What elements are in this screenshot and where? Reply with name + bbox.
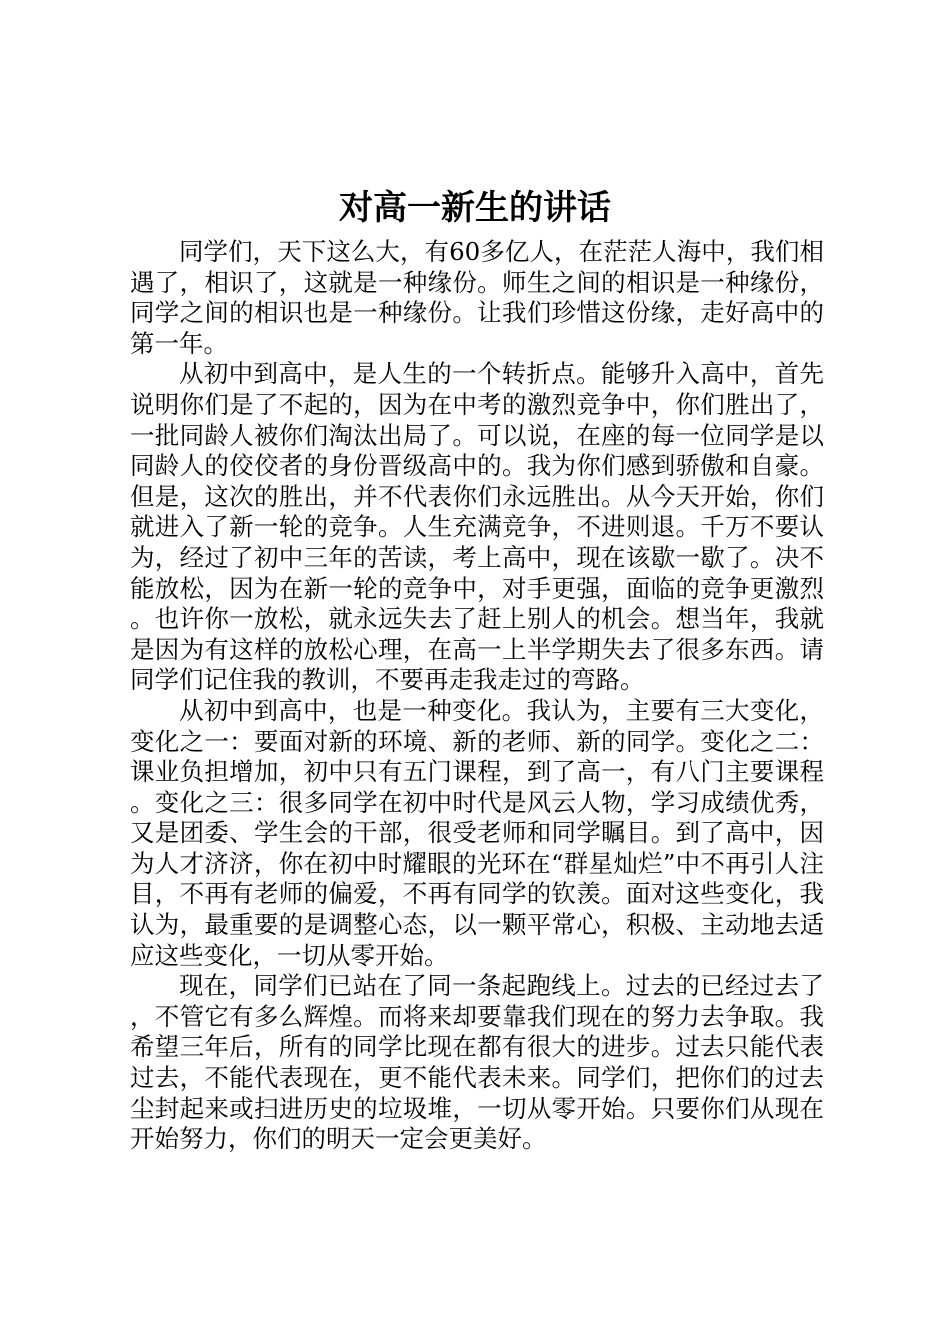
- document-title: 对高一新生的讲话: [339, 188, 611, 228]
- paragraph-2: 从初中到高中，是人生的一个转折点。能够升入高中，首先说明你们是了不起的，因为在中考的激烈竞争中，你们胜出了，一批同龄人被你们淘汰出局了。可以说，在座的每一位同学是以同龄人的佼佼者的身份晋级高中的。我为你们感到骄傲和自豪。但是，这次的胜出，并不代表你们永远胜出。从今天开始，你们就进入了新一轮的竞争。人生充满竞争，不进则退。千万不要认为，经过了初中三年的苦读，考上高中，现在该歇一歇了。决不能放松，因为在新一轮的竞争中，对手更强，面临的竞争更激烈。也许你一放松，就永远失去了赶上别人的机会。想当年，我就是因为有这样的放松心理，在高一上半学期失去了很多东西。请同学们记住我的教训，不要再走我走过的弯路。: [130, 359, 824, 695]
- paragraph-4: 现在，同学们已站在了同一条起跑线上。过去的已经过去了，不管它有多么辉煌。而将来却要靠我们现在的努力去争取。我希望三年后，所有的同学比现在都有很大的进步。过去只能代表过去，不能代表现在，更不能代表未来。同学们，把你们的过去尘封起来或扫进历史的垃圾堆，一切从零开始。只要你们从现在开始努力，你们的明天一定会更美好。: [130, 971, 824, 1154]
- paragraph-1: 同学们，天下这么大，有60多亿人，在茫茫人海中，我们相遇了，相识了，这就是一种缘份。师生之间的相识是一种缘份，同学之间的相识也是一种缘份。让我们珍惜这份缘，走好高中的第一年。: [130, 237, 824, 358]
- document-body: [130, 237, 824, 1155]
- paragraph-3: 从初中到高中，也是一种变化。我认为，主要有三大变化，变化之一：要面对新的环境、新的老师、新的同学。变化之二：课业负担增加，初中只有五门课程，到了高一，有八门主要课程。变化之三：很多同学在初中时代是风云人物，学习成绩优秀，又是团委、学生会的干部，很受老师和同学瞩目。到了高中，因为人才济济，你在初中时耀眼的光环在“群星灿烂”中不再引人注目，不再有老师的偏爱，不再有同学的钦羡。面对这些变化，我认为，最重要的是调整心态，以一颗平常心，积极、主动地去适应这些变化，一切从零开始。: [130, 695, 824, 970]
